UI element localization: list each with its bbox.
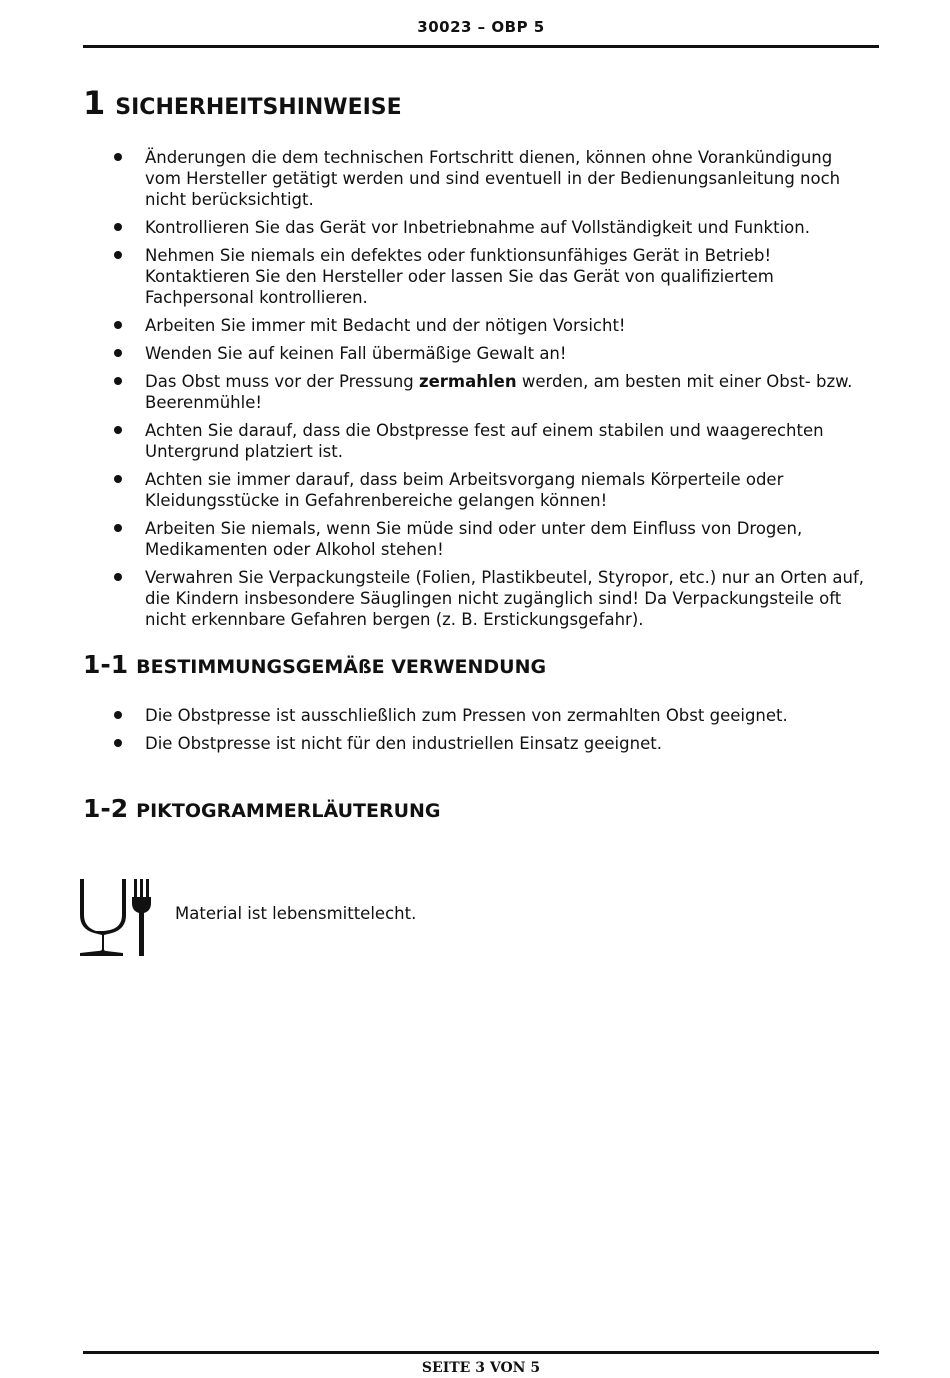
- bullet-icon: [114, 573, 122, 581]
- bullet-icon: [114, 377, 122, 385]
- section-number: 1-2: [83, 794, 129, 823]
- list-item: [110, 705, 870, 726]
- bullet-icon: [114, 475, 122, 483]
- list-item-text-after: werden, am besten mit einer Obst- bzw. Beerenmühle!: [145, 372, 853, 412]
- list-item: [110, 217, 870, 238]
- list-item: [110, 245, 870, 308]
- bullet-icon: [114, 223, 122, 231]
- footer-rule: [83, 1351, 879, 1354]
- bullet-icon: [114, 349, 122, 357]
- list-item-text: Achten sie immer darauf, dass beim Arbeitsvorgang niemals Körperteile oder Kleidungsstücke in Gefahrenbereiche gelangen können!: [145, 470, 784, 510]
- bullet-icon: [114, 251, 122, 259]
- food-safe-glass-fork-icon: [76, 877, 158, 957]
- page-header: 30023 – OBP 5: [417, 18, 545, 36]
- list-item-text: Die Obstpresse ist nicht für den industriellen Einsatz geeignet.: [145, 734, 662, 753]
- section-title: SICHERHEITSHINWEISE: [115, 95, 402, 120]
- section-number: 1-1: [83, 650, 129, 679]
- list-item: [110, 469, 870, 511]
- section-heading-safety: [83, 84, 402, 122]
- list-item-text: Achten Sie darauf, dass die Obstpresse fest auf einem stabilen und waagerechten Untergrund platziert ist.: [145, 421, 824, 461]
- list-item: [110, 371, 870, 413]
- section-title: BESTIMMUNGSGEMÄßE VERWENDUNG: [136, 656, 547, 678]
- page-footer: SEITE 3 VON 5: [421, 1360, 541, 1376]
- list-item: [110, 733, 870, 754]
- list-item: [110, 567, 870, 630]
- list-item: [110, 518, 870, 560]
- bullet-icon: [114, 711, 122, 719]
- bullet-icon: [114, 426, 122, 434]
- list-item-text: Wenden Sie auf keinen Fall übermäßige Gewalt an!: [145, 344, 567, 363]
- list-item: [110, 343, 870, 364]
- section-number: 1: [83, 84, 106, 122]
- list-item-text: Nehmen Sie niemals ein defektes oder funktionsunfähiges Gerät in Betrieb! Kontaktieren Sie den Hersteller oder lassen Sie das Gerät von qualifiziertem Fachpersonal kontrollieren.: [145, 246, 774, 307]
- pictogram-description: Material ist lebensmittelecht.: [175, 904, 417, 923]
- list-item: [110, 315, 870, 336]
- bullet-icon: [114, 739, 122, 747]
- list-item: [110, 420, 870, 462]
- bullet-icon: [114, 524, 122, 532]
- list-item-text: Änderungen die dem technischen Fortschritt dienen, können ohne Vorankündigung vom Hersteller getätigt werden und sind eventuell in der Bedienungsanleitung noch nicht berücksichtigt.: [145, 148, 841, 209]
- header-rule: [83, 45, 879, 48]
- list-item-text: Verwahren Sie Verpackungsteile (Folien, Plastikbeutel, Styropor, etc.) nur an Orten auf, die Kindern insbesondere Säuglingen nicht zugänglich sind! Da Verpackungsteile oft nicht erkennbare Gefahren bergen (z. B. Erstickungsgefahr).: [145, 568, 865, 629]
- safety-list: [110, 147, 870, 637]
- list-item-text: Arbeiten Sie immer mit Bedacht und der nötigen Vorsicht!: [145, 316, 626, 335]
- list-item: [110, 147, 870, 210]
- section-heading-pictograms: [83, 794, 441, 823]
- section-heading-usage: [83, 650, 546, 679]
- section-title: PIKTOGRAMMERLÄUTERUNG: [136, 800, 441, 822]
- emphasis-text: zermahlen: [419, 372, 517, 391]
- bullet-icon: [114, 153, 122, 161]
- list-item-text: Die Obstpresse ist ausschließlich zum Pressen von zermahlten Obst geeignet.: [145, 706, 788, 725]
- list-item-text-before: Das Obst muss vor der Pressung: [145, 372, 419, 391]
- list-item-text: Kontrollieren Sie das Gerät vor Inbetriebnahme auf Vollständigkeit und Funktion.: [145, 218, 810, 237]
- usage-list: [110, 705, 870, 761]
- list-item-text: Arbeiten Sie niemals, wenn Sie müde sind oder unter dem Einfluss von Drogen, Medikamenten oder Alkohol stehen!: [145, 519, 803, 559]
- bullet-icon: [114, 321, 122, 329]
